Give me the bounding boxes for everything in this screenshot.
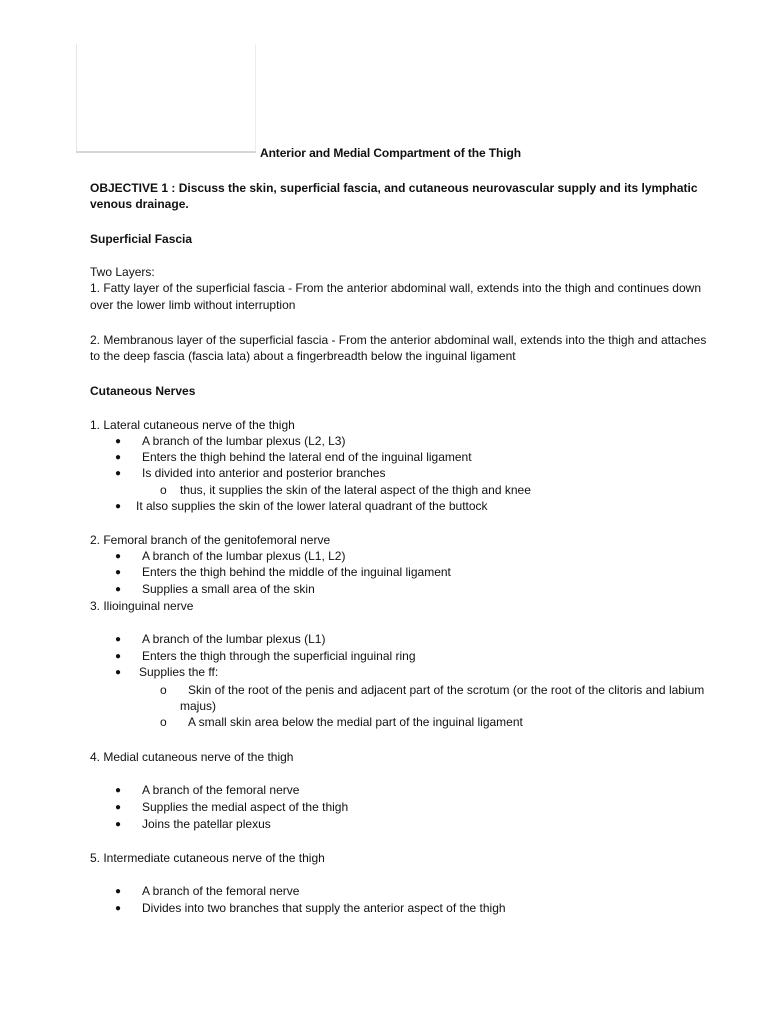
bullet-icon: ● <box>115 651 122 662</box>
header-image-placeholder <box>76 44 256 151</box>
list-item: Is divided into anterior and posterior branches <box>142 466 386 480</box>
sub-bullet-icon: o <box>160 715 167 729</box>
list-item: A branch of the lumbar plexus (L2, L3) <box>142 434 346 448</box>
bullet-icon: ● <box>115 584 122 595</box>
sub-bullet-icon: o <box>160 483 167 497</box>
superficial-fascia-heading: Superficial Fascia <box>90 232 193 246</box>
list-item: A branch of the lumbar plexus (L1) <box>142 632 326 646</box>
fatty-layer-line-1: 1. Fatty layer of the superficial fascia - From the anterior abdominal wall, extends into the thigh and continues down <box>90 281 701 295</box>
list-item: A branch of the femoral nerve <box>142 783 300 797</box>
list-item: It also supplies the skin of the lower lateral quadrant of the buttock <box>136 499 488 513</box>
list-item-continuation: majus) <box>180 699 217 713</box>
list-item: Enters the thigh behind the lateral end of the inguinal ligament <box>142 450 472 464</box>
list-item: A branch of the lumbar plexus (L1, L2) <box>142 549 346 563</box>
bullet-icon: ● <box>115 819 122 830</box>
list-item: Skin of the root of the penis and adjacent part of the scrotum (or the root of the clitoris and labium <box>188 683 705 697</box>
bullet-icon: ● <box>115 468 122 479</box>
cutaneous-nerves-heading: Cutaneous Nerves <box>90 384 196 398</box>
membranous-layer-line-2: to the deep fascia (fascia lata) about a fingerbreadth below the inguinal ligament <box>90 349 516 363</box>
list-item: Divides into two branches that supply the anterior aspect of the thigh <box>142 901 506 915</box>
objective-line-1: OBJECTIVE 1 : Discuss the skin, superficial fascia, and cutaneous neurovascular supply and its lymphatic <box>90 181 698 195</box>
list-item: Joins the patellar plexus <box>142 817 271 831</box>
nerve-5-title: 5. Intermediate cutaneous nerve of the thigh <box>90 851 325 865</box>
list-item: Supplies the medial aspect of the thigh <box>142 800 349 814</box>
bullet-icon: ● <box>115 452 122 463</box>
nerve-4-title: 4. Medial cutaneous nerve of the thigh <box>90 750 294 764</box>
sub-bullet-icon: o <box>160 683 167 697</box>
bullet-icon: ● <box>115 501 122 512</box>
two-layers-intro: Two Layers: <box>90 265 155 279</box>
document-title: Anterior and Medial Compartment of the Thigh <box>260 146 521 160</box>
bullet-icon: ● <box>115 634 122 645</box>
fatty-layer-line-2: over the lower limb without interruption <box>90 298 296 312</box>
nerve-3-title: 3. Ilioinguinal nerve <box>90 599 194 613</box>
list-item: thus, it supplies the skin of the lateral aspect of the thigh and knee <box>180 483 531 497</box>
bullet-icon: ● <box>115 567 122 578</box>
nerve-1-title: 1. Lateral cutaneous nerve of the thigh <box>90 418 295 432</box>
list-item: Enters the thigh through the superficial inguinal ring <box>142 649 416 663</box>
list-item: Enters the thigh behind the middle of the inguinal ligament <box>142 565 451 579</box>
list-item: Supplies a small area of the skin <box>142 582 315 596</box>
bullet-icon: ● <box>115 886 122 897</box>
bullet-icon: ● <box>115 802 122 813</box>
bullet-icon: ● <box>115 667 122 678</box>
nerve-2-title: 2. Femoral branch of the genitofemoral nerve <box>90 533 331 547</box>
membranous-layer-line-1: 2. Membranous layer of the superficial fascia - From the anterior abdominal wall, extends into the thigh and attaches <box>90 333 707 347</box>
bullet-icon: ● <box>115 903 122 914</box>
objective-line-2: venous drainage. <box>90 197 189 211</box>
bullet-icon: ● <box>115 436 122 447</box>
bullet-icon: ● <box>115 551 122 562</box>
bullet-icon: ● <box>115 785 122 796</box>
list-item: A small skin area below the medial part of the inguinal ligament <box>188 715 523 729</box>
list-item: A branch of the femoral nerve <box>142 884 300 898</box>
list-item: Supplies the ff: <box>139 665 219 679</box>
